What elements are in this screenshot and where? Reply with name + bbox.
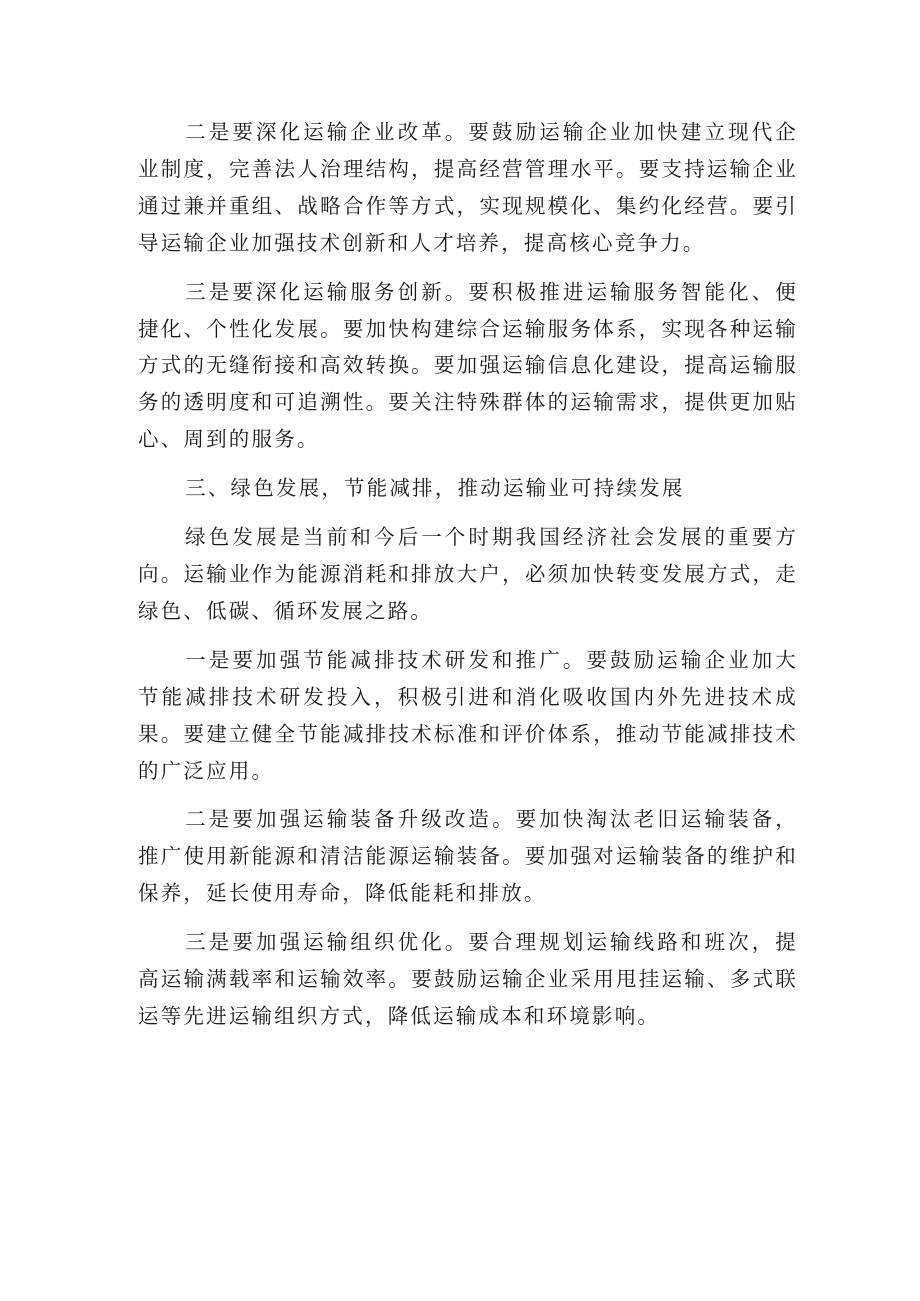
paragraph-service-innovation: 三是要深化运输服务创新。要积极推进运输服务智能化、便捷化、个性化发展。要加快构建综合运输服务体系，实现各种运输方式的无缝衔接和高效转换。要加强运输信息化建设，提高运输服务的透明度和可追溯性。要关注特殊群体的运输需求，提供更加贴心、周到的服务。 xyxy=(138,279,798,452)
paragraph-equipment-upgrade: 二是要加强运输装备升级改造。要加快淘汰老旧运输装备，推广使用新能源和清洁能源运输装备。要加强对运输装备的维护和保养，延长使用寿命，降低能耗和排放。 xyxy=(138,807,798,906)
section-heading-green-development: 三、绿色发展，节能减排，推动运输业可持续发展 xyxy=(185,476,685,501)
paragraph-organization-optimization: 三是要加强运输组织优化。要合理规划运输线路和班次，提高运输满载率和运输效率。要鼓励运输企业采用甩挂运输、多式联运等先进运输组织方式，降低运输成本和环境影响。 xyxy=(138,930,798,1028)
paragraph-enterprise-reform: 二是要深化运输企业改革。要鼓励运输企业加快建立现代企业制度，完善法人治理结构，提高经营管理水平。要支持运输企业通过兼并重组、战略合作等方式，实现规模化、集约化经营。要引导运输企业加强技术创新和人才培养，提高核心竞争力。 xyxy=(138,120,798,255)
document-body xyxy=(138,114,798,1047)
paragraph-energy-saving-tech: 一是要加强节能减排技术研发和推广。要鼓励运输企业加大节能减排技术研发投入，积极引进和消化吸收国内外先进技术成果。要建立健全节能减排技术标准和评价体系，推动节能减排技术的广泛应用。 xyxy=(138,647,798,783)
paragraph-green-development-intro: 绿色发展是当前和今后一个时期我国经济社会发展的重要方向。运输业作为能源消耗和排放大户，必须加快转变发展方式，走绿色、低碳、循环发展之路。 xyxy=(138,525,798,623)
